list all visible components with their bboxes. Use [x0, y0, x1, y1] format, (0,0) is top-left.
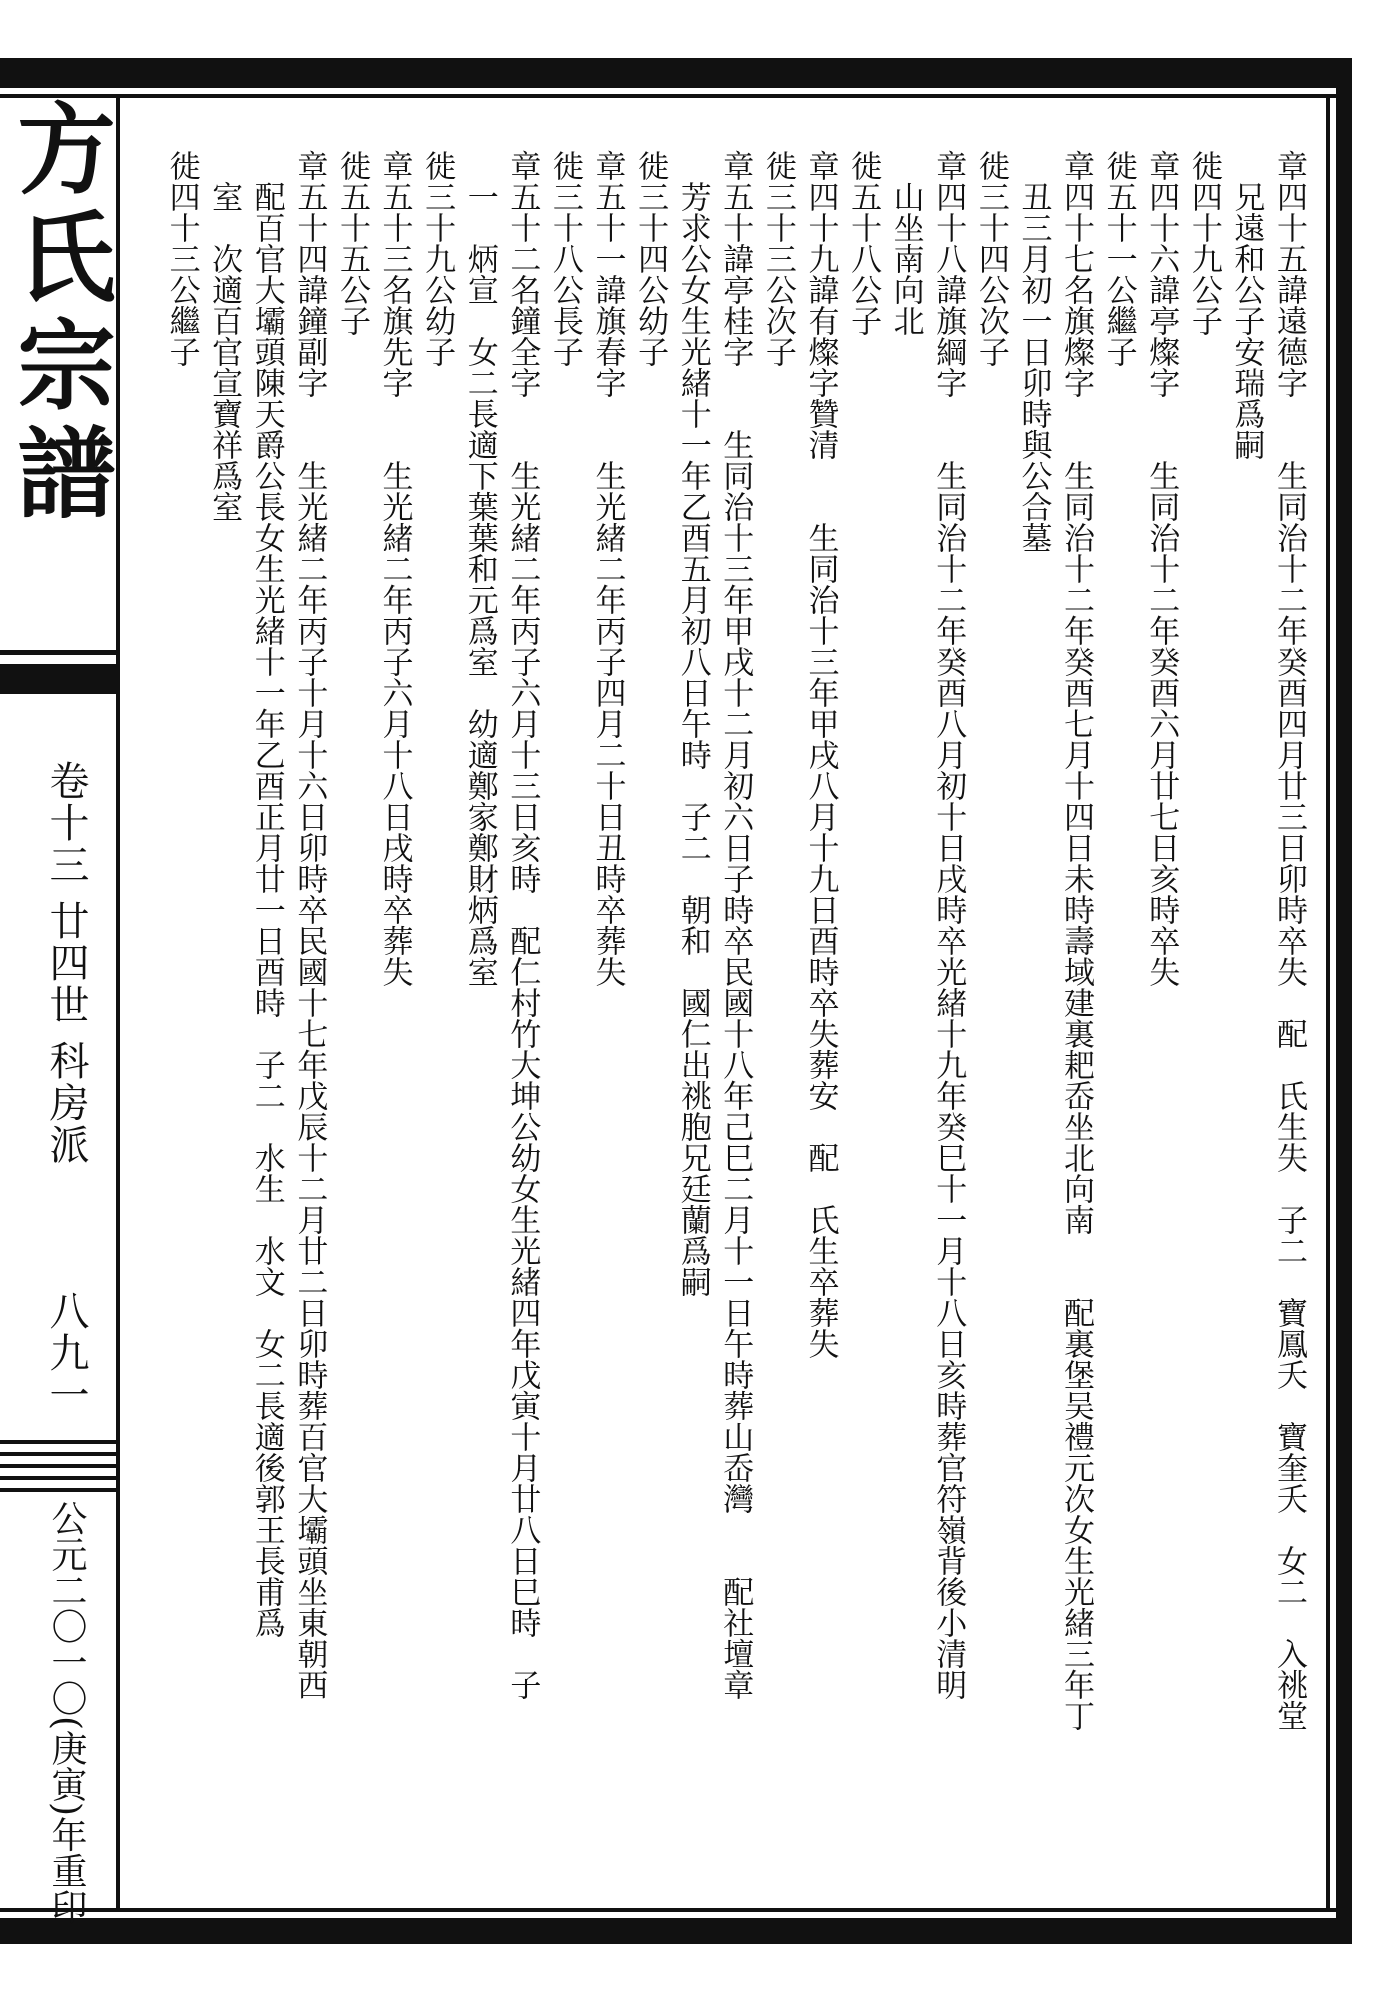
text-column: 配百官大壩頭陳天爵公長女生光緒十一年乙酉正月廿一日酉時 子二 水生 水文 女二長適後郭王長甫爲 — [248, 150, 285, 1638]
frame-top-inner-rule — [0, 94, 1336, 98]
frame-right-inner-rule — [1326, 94, 1330, 1912]
text-column: 山坐南向北 — [887, 150, 924, 336]
fish-tail-rule — [0, 650, 116, 655]
text-column: 丑三月初一日卯時與公合墓 — [1015, 150, 1052, 553]
text-column: 章四十六諱亭燦字 生同治十二年癸酉六月廿七日亥時卒失 — [1143, 150, 1180, 987]
branch-label: 科房派 — [43, 1040, 89, 1166]
text-column: 徙五十八公子 — [845, 150, 882, 336]
frame-top-border — [0, 58, 1352, 88]
text-column: 章四十九諱有燦字贊清 生同治十三年甲戌八月十九日酉時卒失葬安 配 氏生卒葬失 — [802, 150, 839, 1359]
frame-bottom-inner-rule — [0, 1908, 1336, 1912]
fish-tail-block — [0, 664, 116, 694]
genealogy-text — [140, 150, 1310, 1900]
text-column: 章五十諱亭桂字 生同治十三年甲戌十二月初六日子時卒民國十八年己巳二月十一日午時葬山岙灣 配社壇章 — [717, 150, 754, 1700]
generation-label: 廿四世 — [43, 900, 89, 1026]
text-column: 徙四十三公繼子 — [163, 150, 200, 367]
text-column: 章四十八諱旗綱字 生同治十二年癸酉八月初十日戌時卒光緒十九年癸巳十一月十八日亥時葬官符嶺背後小清明 — [930, 150, 967, 1700]
text-column: 徙三十八公長子 — [546, 150, 583, 367]
text-column: 一 炳宣 女二長適下葉葉和元爲室 幼適鄭家鄭財炳爲室 — [461, 150, 498, 987]
fish-tail-lines — [0, 1440, 116, 1500]
text-column: 章四十五諱遠德字 生同治十二年癸酉四月廿三日卯時卒失 配 氏生失 子二 寶鳳夭 寶奎夭 女二 入祧堂 — [1271, 150, 1307, 1731]
reprint-note: 公元二〇一〇(庚寅)年重印 — [46, 1500, 87, 1925]
text-column: 章五十一諱旗春字 生光緒二年丙子四月二十日丑時卒葬失 — [589, 150, 626, 987]
text-column: 徙五十一公繼子 — [1100, 150, 1137, 367]
text-column: 兄遠和公子安瑞爲嗣 — [1228, 150, 1265, 460]
text-column: 徙三十三公次子 — [759, 150, 796, 367]
page-number: 八九一 — [43, 1290, 89, 1416]
volume-label: 卷十三 — [43, 760, 89, 886]
text-column: 章五十四諱鐘副字 生光緒二年丙子十月十六日卯時卒民國十七年戊辰十二月廿二日卯時葬百官大壩頭坐東朝西 — [291, 150, 328, 1700]
text-column: 章五十二名鐘全字 生光緒二年丙子六月十三日亥時 配仁村竹大坤公幼女生光緒四年戊寅十月廿八日巳時 子 — [504, 150, 541, 1700]
text-column: 徙三十九公幼子 — [419, 150, 456, 367]
text-column: 徙四十九公子 — [1185, 150, 1222, 336]
text-column: 徙三十四公幼子 — [632, 150, 669, 367]
text-column: 芳求公女生光緒十一年乙酉五月初八日午時 子二 朝和 國仁出祧胞兄廷蘭爲嗣 — [674, 150, 711, 1297]
text-column: 章五十三名旗先字 生光緒二年丙子六月十八日戌時卒葬失 — [376, 150, 413, 987]
margin-rule — [116, 94, 120, 1912]
text-column: 室 次適百官宣寶祥爲室 — [206, 150, 243, 522]
page-title: 方氏宗譜 — [1, 98, 116, 530]
frame-bottom-border — [0, 1918, 1352, 1944]
frame-right-border — [1336, 58, 1352, 1944]
text-column: 徙五十五公子 — [333, 150, 370, 336]
text-column: 章四十七名旗燦字 生同治十二年癸酉七月十四日未時壽域建裏耙岙坐北向南 配裏堡吴禮元次女生光緒三年丁 — [1058, 150, 1095, 1731]
text-column: 徙三十四公次子 — [972, 150, 1009, 367]
